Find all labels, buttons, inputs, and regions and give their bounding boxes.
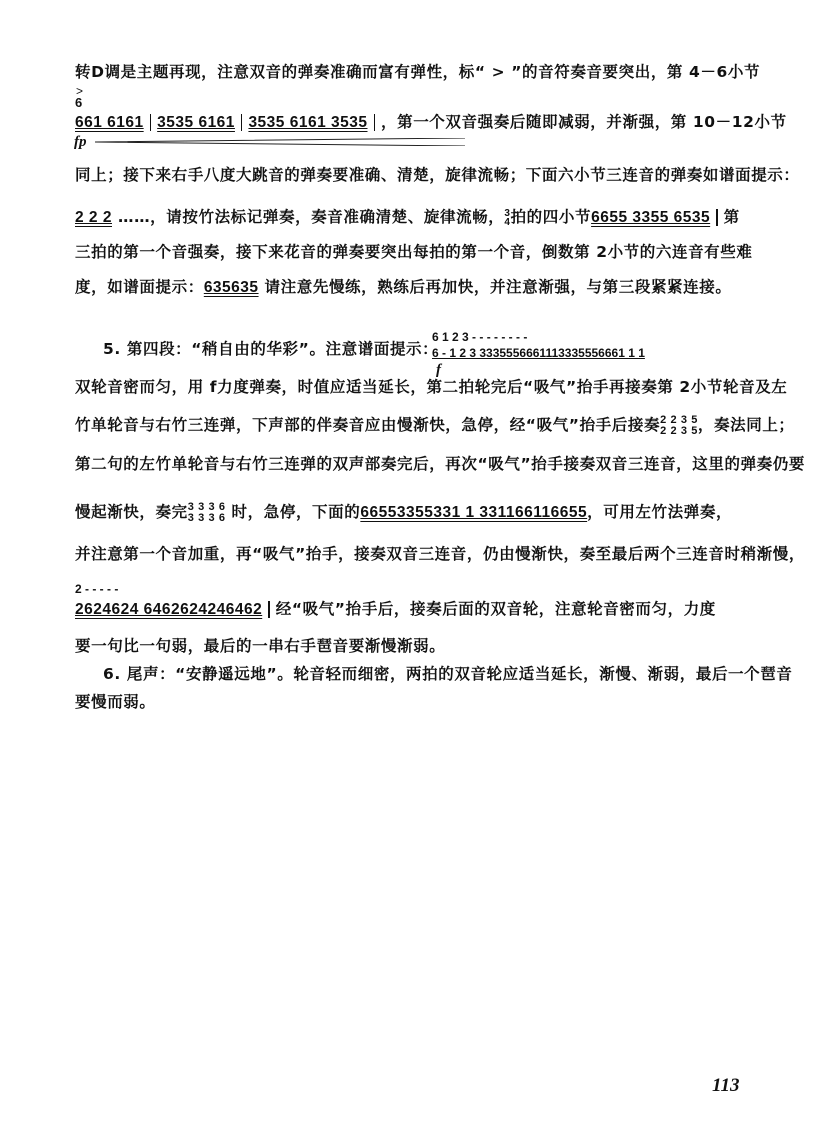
notation-measure: 6655 3355 6535 (591, 209, 711, 226)
notation-measure: 3535 6161 (157, 114, 235, 131)
paragraph-text: ，奏法同上； (697, 416, 795, 434)
time-bottom: 4 (504, 216, 511, 228)
notation-measure: 3535 6161 3535 (248, 114, 368, 131)
notation-line (75, 205, 740, 227)
paragraph-text: ，可用左竹法弹奏， (587, 503, 733, 521)
notation-line (75, 597, 716, 619)
paragraph-line: 要慢而弱。 (75, 693, 156, 711)
notation-top-voice: 6 1 2 3 - - - - - - - - (432, 330, 528, 344)
notation-chord (188, 502, 226, 524)
paragraph-line (75, 413, 795, 437)
notation-top-voice: 3 3 3 6 (187, 500, 226, 513)
paragraph-text: 第 (723, 208, 740, 226)
paragraph-text: 竹单轮音与右竹三连弹，下声部的伴奏音应由慢渐快，急停，经“吸气”抬手后接奏 (75, 416, 661, 434)
notation-line (75, 110, 787, 132)
hairpin-icon (95, 138, 465, 146)
dynamic-marking: fp (74, 134, 87, 150)
notation-bottom-voice: 6 - 1 2 3 3335556661113335556661 1 1 (432, 346, 645, 360)
time-top: 3 (504, 207, 511, 219)
paragraph-text: 经“吸气”抬手后，接奏后面的双音轮，注意轮音密而匀，力度 (275, 600, 716, 618)
paragraph-line: 并注意第一个音加重，再“吸气”抬手，接奏双音三连音，仍由慢渐快，奏至最后两个三连音时稍渐慢， (75, 545, 805, 563)
paragraph-text: ……，请按竹法标记弹奏，奏音准确清楚、旋律流畅， (117, 208, 505, 226)
notation-top-note: 6 (75, 95, 83, 110)
paragraph-line (75, 275, 731, 297)
dynamic-marking: f (436, 362, 441, 378)
paragraph-line (75, 500, 732, 524)
notation-chord (660, 415, 698, 437)
notation-measure: 2624624 6462624246462 (75, 601, 263, 618)
barline (716, 209, 718, 226)
notation-top-voice: 2 - - - - - (75, 582, 119, 596)
paragraph-line: 三拍的第一个音强奏，接下来花音的弹奏要突出每拍的第一个音，倒数第 2小节的六连音有些难 (75, 243, 753, 261)
paragraph-line: 转D调是主题再现，注意双音的弹奏准确而富有弹性，标“ > ”的音符奏音要突出，第 4－6小节 (75, 63, 761, 81)
notation-measure: 66553355331 1 331166116655 (360, 504, 588, 521)
paragraph-line: 要一句比一句弱，最后的一串右手琶音要渐慢渐弱。 (75, 637, 446, 655)
paragraph-text: 请注意先慢练，熟练后再加快，并注意渐强，与第三段紧紧连接。 (264, 278, 732, 296)
paragraph-text: 度，如谱面提示： (75, 278, 204, 296)
barline (374, 114, 376, 131)
paragraph-text: 时，急停，下面的 (231, 503, 361, 521)
notation-bottom-voice: 3 3 3 6 (187, 511, 226, 524)
notation-sextuplet: 635635 (203, 279, 259, 296)
page-number: 113 (712, 1075, 740, 1096)
paragraph-text: 拍的四小节 (510, 208, 592, 226)
barline (150, 114, 152, 131)
notation-triplet: 2 2 2 (75, 209, 112, 226)
notation-bottom-voice: 2 2 3 5 (660, 424, 698, 437)
paragraph-text: 慢起渐快，奏完 (75, 503, 188, 521)
paragraph-line: 第二句的左竹单轮音与右竹三连弹的双声部奏完后，再次“吸气”抬手接奏双音三连音，这里的弹奏仍要 (75, 455, 805, 473)
section-heading-line: 5. 第四段：“稍自由的华彩”。注意谱面提示： (103, 340, 439, 358)
paragraph-line: 同上；接下来右手八度大跳音的弹奏要准确、清楚，旋律流畅；下面六小节三连音的弹奏如谱面提示： (75, 166, 800, 184)
section-heading-line: 6. 尾声：“安静遥远地”。轮音轻而细密，两拍的双音轮应适当延长，渐慢、渐弱，最后一个琶音 (103, 665, 793, 683)
notation-measure: 661 6161 (75, 114, 144, 131)
barline (241, 114, 243, 131)
accent-mark: > (76, 84, 84, 98)
paragraph-line: 双轮音密而匀，用 f力度弹奏，时值应适当延长，第二拍轮完后“吸气”抬手再接奏第 2小节轮音及左 (75, 378, 788, 396)
paragraph-text: ，第一个双音强奏后随即减弱，并渐强，第 10－12小节 (381, 113, 787, 131)
barline (268, 601, 270, 618)
notation-top-voice: 2 2 3 5 (660, 413, 698, 426)
